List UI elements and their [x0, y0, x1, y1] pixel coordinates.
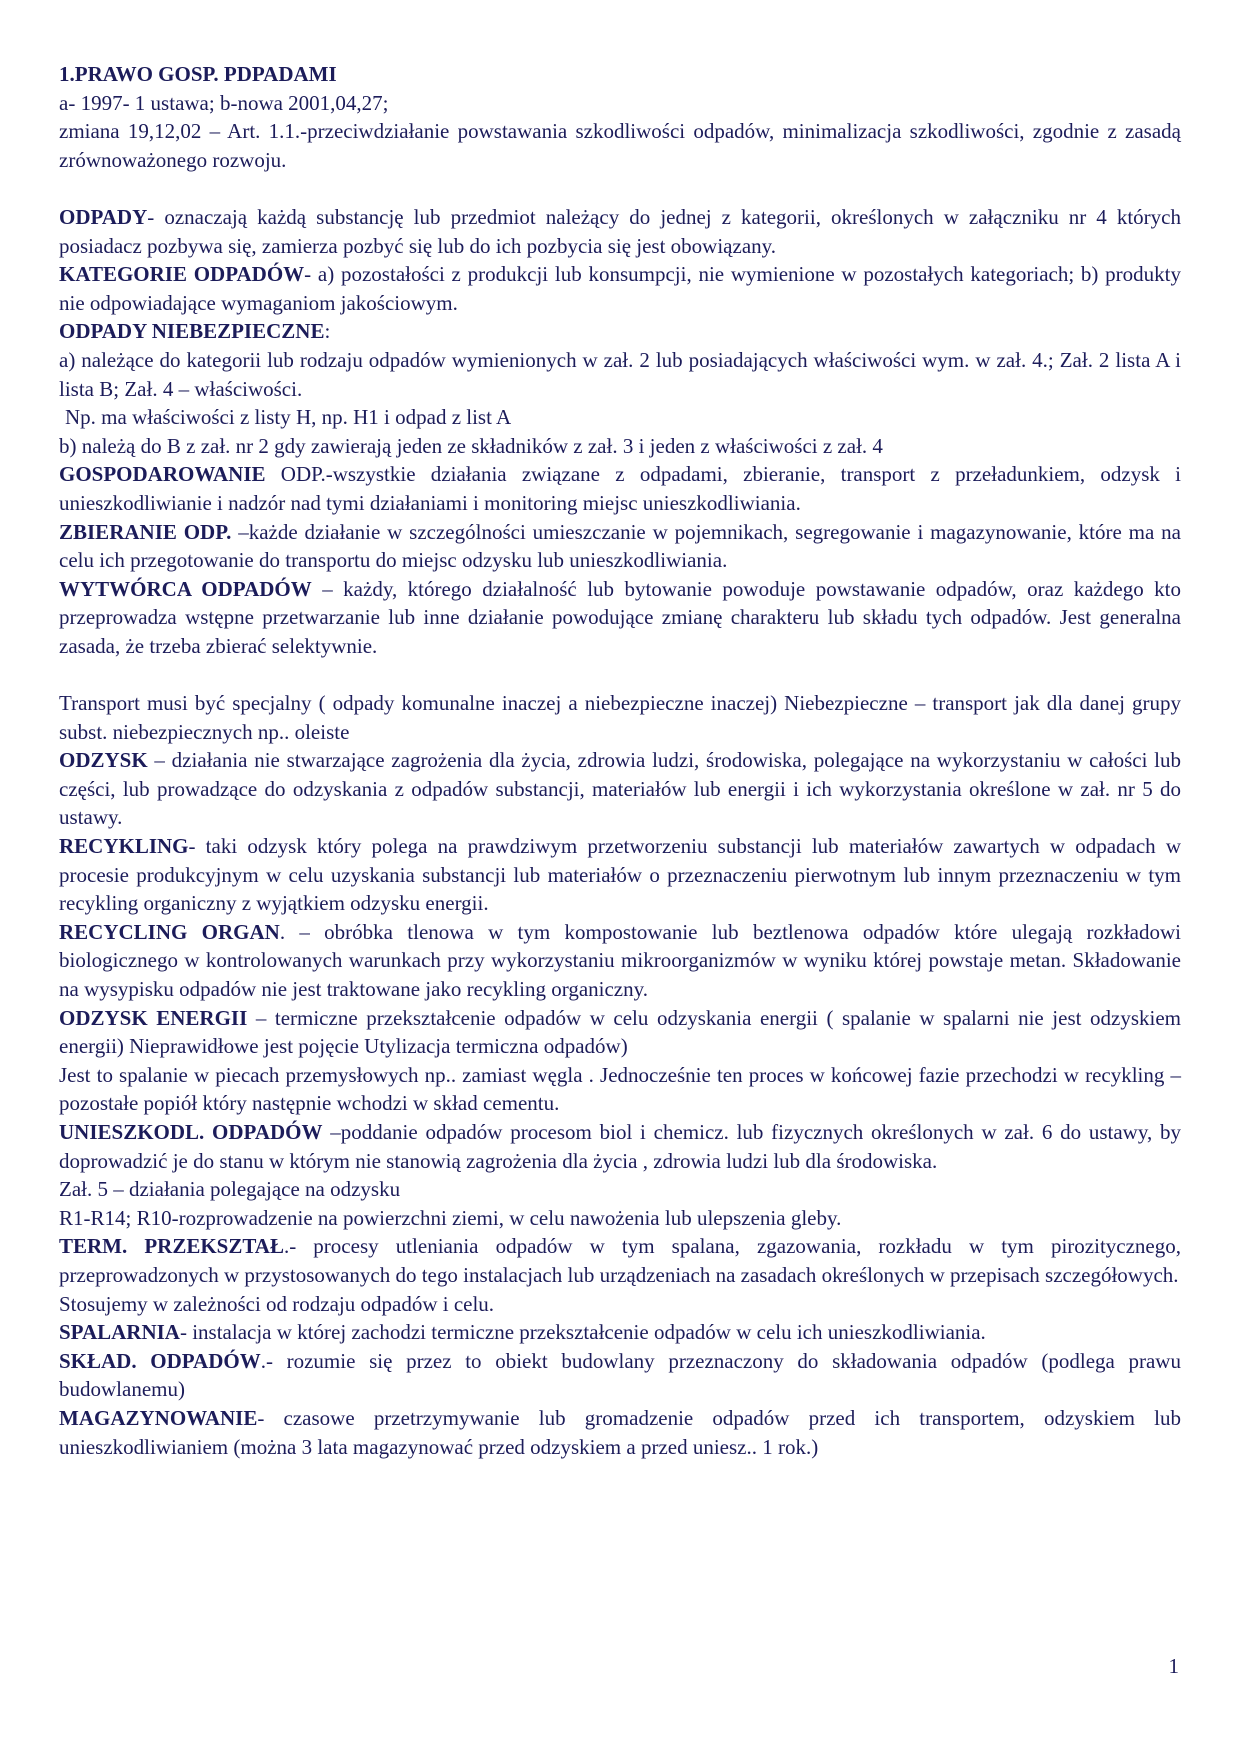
spalanie-paragraph: Jest to spalanie w piecach przemysłowych np.. zamiast węgla . Jednocześnie ten proces w końcowej fazie przechodzi w recykling – pozostałe popiół który następnie wchodzi w skład cementu.	[59, 1062, 1181, 1116]
definition-recykling: RECYKLING- taki odzysk który polega na prawdziwym przetworzeniu substancji lub materiałów zawartych w odpadach w procesie produkcyjnym w celu uzyskania substancji lub materiałów o przeznaczeniu pierwotnym lub innym przeznaczeniu w tym recykling organiczny z wyjątkiem odzysku energii.	[59, 834, 1181, 916]
term-heading: TERM. PRZEKSZTAŁ	[59, 1234, 284, 1259]
term-heading: RECYCLING ORGAN	[59, 919, 280, 944]
term-heading: RECYKLING	[59, 834, 189, 859]
term-heading: WYTWÓRCA ODPADÓW	[59, 576, 312, 601]
definition-odpady: ODPADY- oznaczają każdą substancję lub przedmiot należący do jednej z kategorii, określonych w załączniku nr 4 których posiadacz pozbywa się, zamierza pozbyć się lub do ich pozbycia się jest obowiązany.	[59, 204, 1181, 258]
law-dates-line: a- 1997- 1 ustawa; b-nowa 2001,04,27;	[59, 90, 389, 115]
transport-paragraph: Transport musi być specjalny ( odpady komunalne inaczej a niebezpieczne inaczej) Niebezpieczne – transport jak dla danej grupy subst. niebezpiecznych np.. oleiste	[59, 691, 1181, 744]
definition-unieszkodl: UNIESZKODL. ODPADÓW –poddanie odpadów procesom biol i chemicz. lub fizycznych określonych w zał. 6 do ustawy, by doprowadzić je do stanu w którym nie stanowią zagrożenia dla życia , zdrowia ludzi lub dla środowiska.	[59, 1119, 1181, 1173]
term-heading: SPALARNIA	[59, 1320, 180, 1345]
term-heading: ODZYSK ENERGII	[59, 1005, 248, 1030]
term-heading: ODPADY NIEBEZPIECZNE	[59, 319, 325, 344]
definition-sklad: SKŁAD. ODPADÓW.- rozumie się przez to obiekt budowlany przeznaczony do składowania odpadów (podlega prawu budowlanemu)	[59, 1348, 1181, 1402]
definition-niebezpieczne: ODPADY NIEBEZPIECZNE:	[59, 319, 331, 344]
term-heading: SKŁAD. ODPADÓW	[59, 1348, 261, 1373]
zal5-line: Zał. 5 – działania polegające na odzysku	[59, 1177, 401, 1202]
niebezpieczne-point-a: a) należące do kategorii lub rodzaju odpadów wymienionych w zał. 2 lub posiadających właściwości wym. w zał. 4.; Zał. 2 lista A i lista B; Zał. 4 – właściwości.	[59, 347, 1181, 401]
law-amendment-paragraph: zmiana 19,12,02 – Art. 1.1.-przeciwdziałanie powstawania szkodliwości odpadów, minimalizacja szkodliwości, zgodnie z zasadą zrównoważonego rozwoju.	[59, 119, 1181, 172]
term-heading: UNIESZKODL. ODPADÓW	[59, 1119, 323, 1144]
document-title: 1.PRAWO GOSP. PDPADAMI	[59, 62, 337, 86]
term-heading: MAGAZYNOWANIE	[59, 1405, 258, 1430]
page-number: 1	[1168, 1654, 1179, 1678]
stosujemy-line: Stosujemy w zależności od rodzaju odpadów i celu.	[59, 1291, 495, 1316]
term-heading: ZBIERANIE ODP.	[59, 519, 232, 544]
term-heading: GOSPODAROWANIE	[59, 462, 266, 487]
definition-odzysk-energii: ODZYSK ENERGII – termiczne przekształcenie odpadów w celu odzyskania energii ( spalanie w spalarni nie jest odzyskiem energii) Nieprawidłowe jest pojęcie Utylizacja termiczna odpadów)	[59, 1005, 1181, 1059]
term-heading: ODZYSK	[59, 748, 148, 773]
definition-zbieranie: ZBIERANIE ODP. –każde działanie w szczególności umieszczanie w pojemnikach, segregowanie i magazynowanie, które ma na celu ich przegotowanie do transportu do miejsc odzysku lub unieszkodliwiania.	[59, 519, 1181, 573]
document-body	[59, 60, 1181, 1461]
definition-recycling-organ: RECYCLING ORGAN. – obróbka tlenowa w tym kompostowanie lub beztlenowa odpadów które ulegają rozkładowi biologicznego w kontrolowanych warunkach przy wykorzystaniu mikroorganizmów w wyniku której powstaje metan. Składowanie na wysypisku odpadów nie jest traktowane jako recykling organiczny.	[59, 919, 1182, 1001]
definition-term-przekszt: TERM. PRZEKSZTAŁ.- procesy utleniania odpadów w tym spalana, zgazowania, rozkładu w tym pirozitycznego, przeprowadzonych w przystosowanych do tego instalacjach lub urządzeniach na zasadach określonych w przepisach szczegółowych.	[59, 1234, 1181, 1287]
definition-odzysk: ODZYSK – działania nie stwarzające zagrożenia dla życia, zdrowia ludzi, środowiska, polegające na wykorzystaniu w całości lub części, lub prowadzące do odzyskania z odpadów substancji, materiałów lub energii i ich wykorzystania określone w zał. nr 5 do ustawy.	[59, 748, 1181, 830]
niebezpieczne-point-b: b) należą do B z zał. nr 2 gdy zawierają jeden ze składników z zał. 3 i jeden z właściwości z zał. 4	[59, 433, 883, 458]
definition-wytworca: WYTWÓRCA ODPADÓW – każdy, którego działalność lub bytowanie powoduje powstawanie odpadów, oraz każdego kto przeprowadza wstępne przetwarzanie lub inne działanie powodujące zmianę charakteru lub składu tych odpadów. Jest generalna zasada, że trzeba zbierać selektywnie.	[59, 576, 1181, 658]
definition-spalarnia: SPALARNIA- instalacja w której zachodzi termiczne przekształcenie odpadów w celu ich unieszkodliwiania.	[59, 1320, 986, 1345]
definition-kategorie: KATEGORIE ODPADÓW- a) pozostałości z produkcji lub konsumpcji, nie wymienione w pozostałych kategoriach; b) produkty nie odpowiadające wymaganiom jakościowym.	[59, 262, 1182, 315]
definition-magazynowanie: MAGAZYNOWANIE- czasowe przetrzymywanie lub gromadzenie odpadów przed ich transportem, odzyskiem lub unieszkodliwianiem (można 3 lata magazynować przed odzyskiem a przed uniesz.. 1 rok.)	[59, 1405, 1181, 1459]
niebezpieczne-example: Np. ma właściwości z listy H, np. H1 i odpad z list A	[65, 405, 512, 430]
r-codes-line: R1-R14; R10-rozprowadzenie na powierzchni ziemi, w celu nawożenia lub ulepszenia gleby.	[59, 1205, 842, 1230]
definition-gospodarowanie: GOSPODAROWANIE ODP.-wszystkie działania związane z odpadami, zbieranie, transport z przeładunkiem, odzysk i unieszkodliwianie i nadzór nad tymi działaniami i monitoring miejsc unieszkodliwiania.	[59, 462, 1181, 515]
term-heading: KATEGORIE ODPADÓW	[59, 262, 305, 287]
term-heading: ODPADY	[59, 204, 148, 229]
